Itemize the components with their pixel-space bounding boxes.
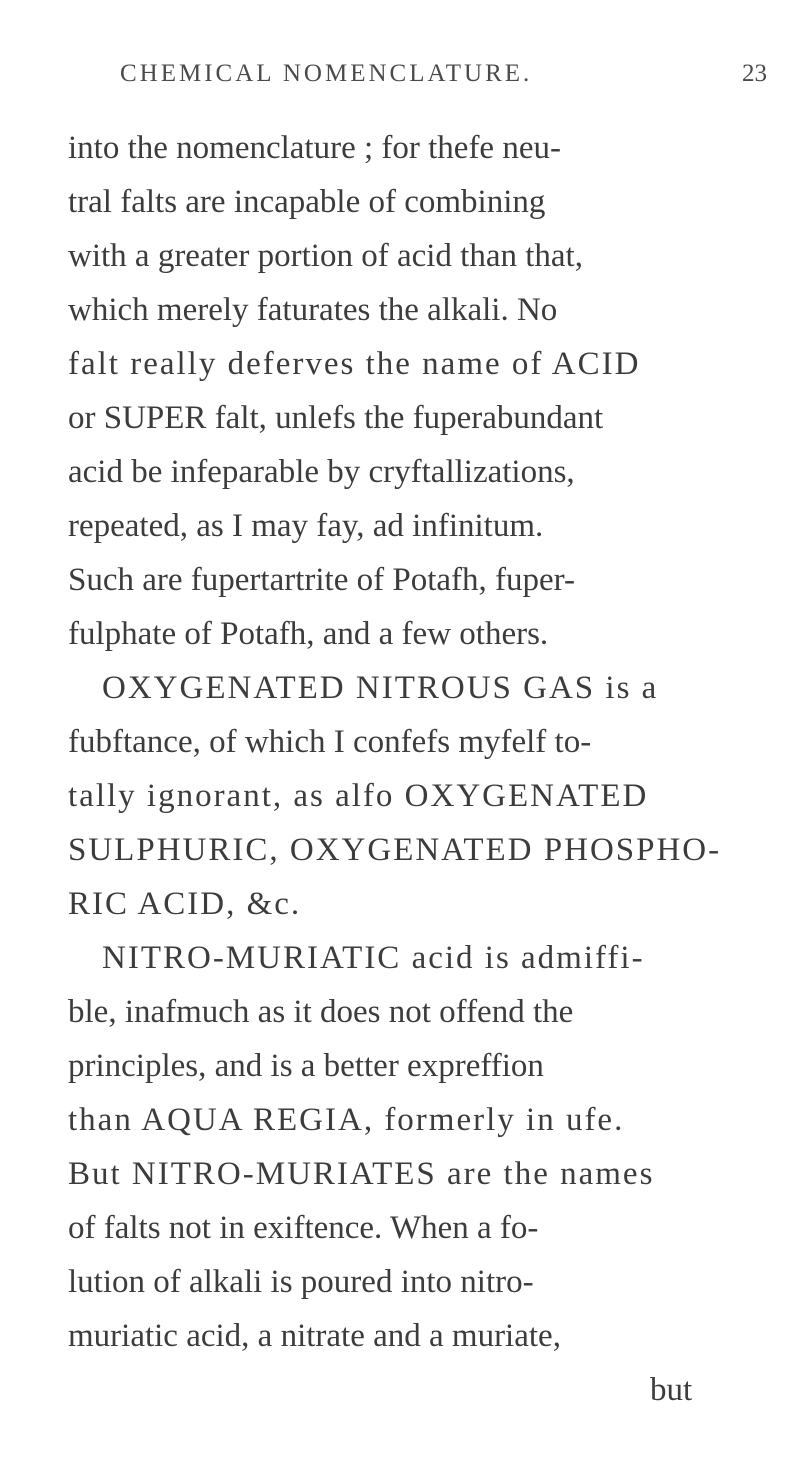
text-line: acid be infeparable by cryftallizations,	[68, 454, 575, 490]
text-line: repeated, as I may fay, ad infinitum.	[68, 508, 544, 544]
text-line: tally ignorant, as alfo OXYGENATED	[68, 778, 649, 814]
page-number: 23	[742, 60, 767, 87]
text-line: RIC ACID, &c.	[68, 886, 302, 922]
text-line: than AQUA REGIA, formerly in ufe.	[68, 1102, 625, 1138]
text-line: which merely faturates the alkali. No	[68, 292, 558, 328]
text-line: But NITRO-MURIATES are the names	[68, 1156, 655, 1192]
text-line: muriatic acid, a nitrate and a muriate,	[68, 1318, 561, 1354]
text-line: with a greater portion of acid than that,	[68, 238, 583, 274]
text-line: tral falts are incapable of combining	[68, 184, 546, 220]
text-line: or SUPER falt, unlefs the fuperabundant	[68, 400, 604, 436]
text-line: NITRO-MURIATIC acid is admiffi-	[102, 940, 645, 976]
text-line: ble, inafmuch as it does not offend the	[68, 994, 574, 1030]
text-line: lution of alkali is poured into nitro-	[68, 1264, 534, 1300]
running-head	[0, 60, 800, 100]
text-line: OXYGENATED NITROUS GAS is a	[102, 670, 659, 706]
text-line: fulphate of Potafh, and a few others.	[68, 616, 549, 652]
catchword: but	[650, 1372, 693, 1408]
text-line: of falts not in exiftence. When a fo-	[68, 1210, 539, 1246]
text-line: fubftance, of which I confefs myfelf to-	[68, 724, 592, 760]
text-line: falt really deferves the name of ACID	[68, 346, 641, 382]
text-line: into the nomenclature ; for thefe neu-	[68, 130, 561, 166]
running-title: CHEMICAL NOMENCLATURE.	[120, 60, 533, 87]
text-line: SULPHURIC, OXYGENATED PHOSPHO-	[68, 832, 722, 868]
text-line: Such are fupertartrite of Potafh, fuper-	[68, 562, 575, 598]
text-line: principles, and is a better expreffion	[68, 1048, 544, 1084]
